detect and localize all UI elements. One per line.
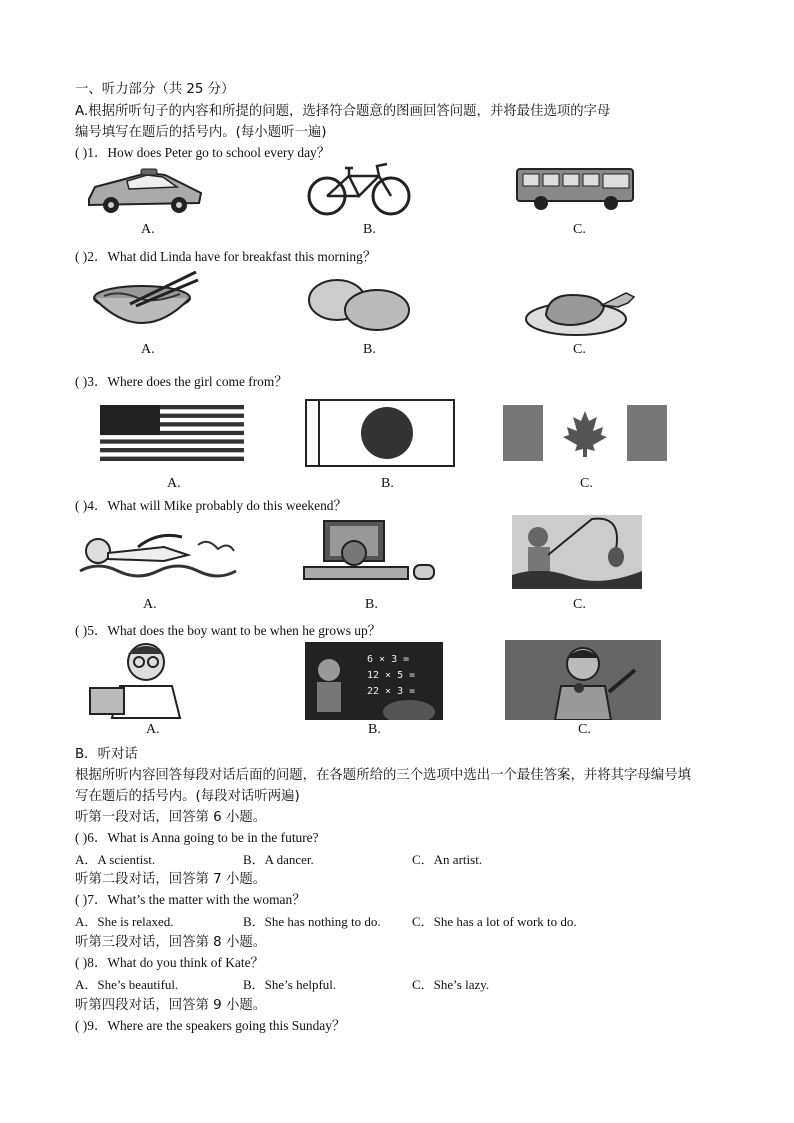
q7-option-b: B．She has nothing to do. [243,914,381,929]
option-label-b: B. [363,222,376,237]
option-label-a: A. [167,476,181,491]
svg-text:12 × 5 =: 12 × 5 = [367,670,416,681]
option-label-c: C. [573,342,586,357]
question-1: ( )1．How does Peter go to school every day？ [75,145,331,160]
option-label-a: A. [143,597,157,612]
option-label-c: C. [580,476,593,491]
option-label-b: B. [368,722,381,737]
section-b-instruction-2: 写在题后的括号内。(每段对话听两遍) [75,789,300,804]
q8-option-a: A．She’s beautiful. [75,977,179,992]
option-label-c: C. [578,722,591,737]
teacher-icon [305,642,443,720]
q7-option-c: C．She has a lot of work to do. [412,914,577,929]
option-label-a: A. [141,342,155,357]
option-label-b: B. [363,342,376,357]
swimming-icon [78,527,238,583]
usa-flag [100,405,244,461]
section-heading: 一、听力部分（共 25 分） [75,82,235,97]
dialogue-3-note: 听第三段对话，回答第 8 小题。 [75,935,267,950]
question-4: ( )4．What will Mike probably do this weekend？ [75,498,347,513]
chicken-icon [522,281,640,339]
q7-option-a: A．She is relaxed. [75,914,174,929]
eggs-icon [305,276,415,334]
q8-option-b: B．She’s helpful. [243,977,337,992]
question-7: ( )7．What’s the matter with the woman？ [75,892,306,907]
question-5: ( )5．What does the boy want to be when he grows up？ [75,623,382,638]
q8-option-c: C．She’s lazy. [412,977,490,992]
fishing-icon [512,515,642,589]
canada-flag [503,405,667,461]
doctor-icon [86,640,212,720]
question-8: ( )8．What do you think of Kate？ [75,955,264,970]
option-label-c: C. [573,597,586,612]
singer-icon [505,640,661,720]
section-b-heading: B．听对话 [75,747,138,762]
instruction-line-2: 编号填写在题后的括号内。(每小题听一遍) [75,125,327,140]
question-2: ( )2．What did Linda have for breakfast this morning？ [75,249,377,264]
japan-flag [305,399,455,467]
option-label-a: A. [146,722,160,737]
question-9: ( )9．Where are the speakers going this Sunday？ [75,1018,346,1033]
dialogue-4-note: 听第四段对话，回答第 9 小题。 [75,998,267,1013]
q6-option-b: B．A dancer. [243,852,314,867]
bus-icon [515,165,637,211]
bicycle-icon [305,160,413,218]
svg-text:22 × 3 =: 22 × 3 = [367,686,416,697]
option-label-a: A. [141,222,155,237]
svg-text:6 × 3 =: 6 × 3 = [367,654,410,665]
option-label-c: C. [573,222,586,237]
q6-option-c: C．An artist. [412,852,483,867]
car-icon [85,165,205,215]
noodles-icon [90,268,200,336]
dialogue-1-note: 听第一段对话，回答第 6 小题。 [75,810,267,825]
instruction-line-1: A.根据所听句子的内容和所提的问题，选择符合题意的图画回答问题，并将最佳选项的字母 [75,104,611,119]
dialogue-2-note: 听第二段对话，回答第 7 小题。 [75,872,267,887]
q6-option-a: A．A scientist. [75,852,156,867]
section-b-instruction-1: 根据所听内容回答每段对话后面的问题，在各题所给的三个选项中选出一个最佳答案，并将其字母编号填 [75,768,691,783]
computer-icon [302,519,442,585]
question-6: ( )6．What is Anna going to be in the future? [75,830,319,845]
option-label-b: B. [381,476,394,491]
option-label-b: B. [365,597,378,612]
question-3: ( )3．Where does the girl come from？ [75,374,288,389]
